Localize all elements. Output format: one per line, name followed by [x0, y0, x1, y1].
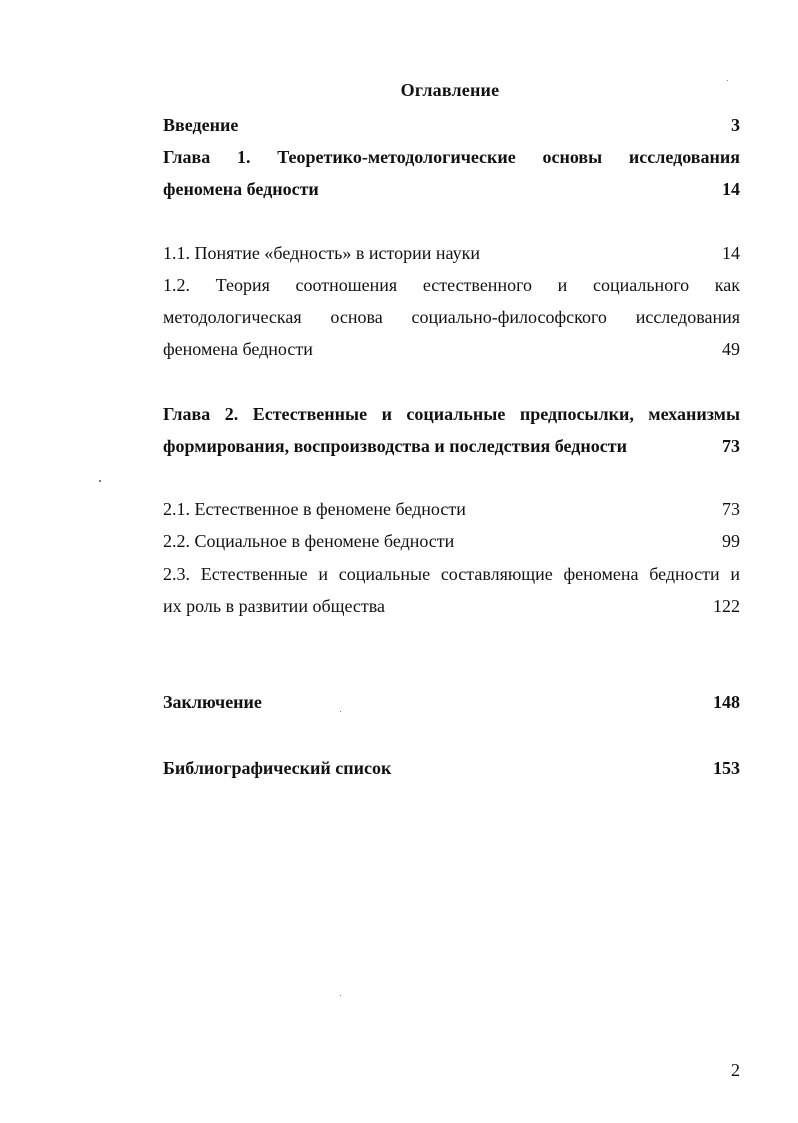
- scan-speck: [99, 480, 101, 482]
- toc-entry-section-1-1: [163, 242, 740, 264]
- toc-entry-page: 73: [722, 436, 740, 456]
- toc-entry-label: их роль в развитии общества: [163, 596, 386, 616]
- toc-entry-label: Заключение: [163, 692, 262, 712]
- toc-entry-page: 14: [722, 243, 740, 263]
- toc-entry-introduction: [163, 114, 740, 136]
- toc-entry-label: Введение: [163, 115, 239, 135]
- toc-entry-section-1-2: [163, 338, 740, 360]
- toc-entry-label: 2.2. Социальное в феномене бедности: [163, 531, 455, 551]
- toc-entry-page: 3: [731, 115, 740, 135]
- toc-chapter2-line1: Глава 2. Естественные и социальные предпосылки, механизмы: [163, 404, 740, 424]
- toc-title: Оглавление: [400, 80, 500, 100]
- scan-speck: [727, 80, 728, 81]
- toc-entry-section-2-2: [163, 530, 740, 552]
- toc-section-1-2-line2: методологическая основа социально-философского исследования: [163, 307, 740, 327]
- toc-entry-label: формирования, воспроизводства и последствия бедности: [163, 436, 627, 456]
- scan-speck: [340, 995, 341, 996]
- toc-entry-page: 148: [713, 692, 740, 712]
- toc-entry-page: 99: [722, 531, 740, 551]
- toc-section-2-3-line1: 2.3. Естественные и социальные составляющие феномена бедности и: [163, 564, 740, 584]
- toc-entry-chapter1: [163, 178, 740, 200]
- toc-entry-page: 49: [722, 339, 740, 359]
- toc-entry-chapter2: [163, 435, 740, 457]
- toc-entry-section-2-3: [163, 595, 740, 617]
- toc-entry-conclusion: [163, 691, 740, 713]
- toc-entry-label: 2.1. Естественное в феномене бедности: [163, 499, 466, 519]
- toc-section-1-2-line1: 1.2. Теория соотношения естественного и социального как: [163, 275, 740, 295]
- toc-entry-label: феномена бедности: [163, 179, 319, 199]
- toc-entry-label: 1.1. Понятие «бедность» в истории науки: [163, 243, 480, 263]
- toc-entry-label: феномена бедности: [163, 339, 313, 359]
- toc-entry-page: 153: [713, 758, 740, 778]
- scan-speck: [340, 711, 341, 712]
- toc-entry-bibliography: [163, 757, 740, 779]
- toc-entry-page: 73: [722, 499, 740, 519]
- toc-entry-section-2-1: [163, 498, 740, 520]
- toc-entry-label: Библиографический список: [163, 758, 392, 778]
- toc-chapter1-line1: Глава 1. Теоретико-методологические основы исследования: [163, 147, 740, 167]
- toc-entry-page: 14: [722, 179, 740, 199]
- page-number: 2: [731, 1060, 740, 1080]
- toc-entry-page: 122: [713, 596, 740, 616]
